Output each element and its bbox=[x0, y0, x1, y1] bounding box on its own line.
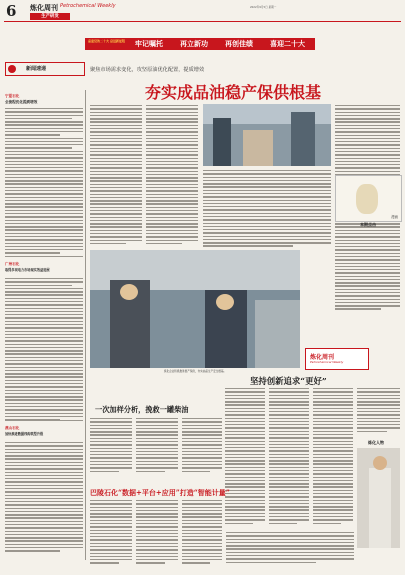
feature-col-4 bbox=[357, 388, 400, 438]
cartoon-box bbox=[335, 175, 402, 222]
news-express-icon bbox=[8, 65, 16, 73]
feature-col-3 bbox=[313, 388, 353, 528]
news-express-badge bbox=[5, 62, 85, 76]
story1-title-b: 全流程优化提质增效 bbox=[5, 100, 38, 104]
news-express-label: 新闻速递 bbox=[26, 66, 47, 72]
feature-col-2 bbox=[269, 388, 309, 528]
story2-title-b: 取得多项电力市场现实效益进展 bbox=[5, 268, 50, 272]
masthead bbox=[0, 0, 405, 22]
masthead-title: 炼化周刊 bbox=[30, 3, 58, 12]
story1-body bbox=[5, 108, 83, 256]
story2-title-a: 广州石化 bbox=[5, 262, 20, 266]
center-lower-col-2 bbox=[136, 418, 178, 478]
bottom-heading: 巴陵石化“数据+平台+应用”打造“智能计量” bbox=[90, 488, 230, 497]
slogan-3: 再创佳绩 bbox=[225, 40, 253, 48]
center-right-text bbox=[305, 222, 331, 227]
person-label: 炼化人物 bbox=[368, 440, 384, 445]
weekly-brand-en: Petrochemical Weekly bbox=[310, 360, 344, 364]
left-news-column bbox=[5, 90, 83, 560]
left-column-rule bbox=[85, 90, 86, 560]
story2-body bbox=[5, 278, 83, 422]
masthead-date: 2022年9月5日 星期一 bbox=[250, 6, 277, 9]
story1-title-a: 宁夏石化 bbox=[5, 94, 20, 98]
weekly-brand-box bbox=[305, 348, 369, 370]
bottom-col-3 bbox=[182, 500, 222, 570]
center-text-col-2 bbox=[146, 105, 198, 250]
left-divider-1 bbox=[5, 256, 83, 257]
editor-label: 本期点击 bbox=[360, 222, 376, 227]
slogan-banner bbox=[85, 38, 315, 50]
cartoon-figure bbox=[356, 184, 378, 214]
person-photo bbox=[357, 448, 400, 548]
center-lower-col-3 bbox=[182, 418, 222, 478]
weekly-brand: 炼化周刊 bbox=[310, 354, 335, 361]
story3-title-a: 燕山石化 bbox=[5, 426, 20, 430]
story3-title-b: 加快推进数据线构筑型升级 bbox=[5, 432, 44, 436]
bottom-col-4 bbox=[226, 532, 354, 570]
masthead-title-en: Petrochemical Weekly bbox=[60, 3, 116, 9]
slogan-4: 喜迎二十大 bbox=[270, 40, 305, 48]
masthead-rule bbox=[4, 21, 401, 22]
bottom-col-1 bbox=[90, 500, 132, 570]
banner-prefix: 喜迎党的二十大 奋进新征程 bbox=[88, 39, 126, 43]
top-right-photo bbox=[203, 104, 331, 166]
center-lower-col-1 bbox=[90, 418, 132, 478]
section-tag: 生产研发 bbox=[30, 13, 70, 20]
slogan-1: 牢记嘱托 bbox=[135, 40, 163, 48]
center-text-col-1 bbox=[90, 105, 142, 250]
main-photo-caption: 炼化企业积极推进稳产保供，夯实油品生产安全根基。 bbox=[163, 370, 227, 373]
story3-body bbox=[5, 442, 83, 554]
bottom-col-2 bbox=[136, 500, 178, 570]
main-headline: 夯实成品油稳产保供根基 bbox=[145, 83, 322, 102]
center-mid-text bbox=[203, 170, 331, 250]
page-number: 6 bbox=[6, 2, 17, 20]
headline-deck: 聚焦市场需求变化，攻坚原油优化配置，提质增效 bbox=[90, 67, 205, 73]
slogan-2: 再立新功 bbox=[180, 40, 208, 48]
cartoon-label: 漫画 bbox=[391, 215, 398, 219]
center-lower-heading: 一次加样分析，挽救一罐柴油 bbox=[95, 405, 189, 414]
left-divider-2 bbox=[5, 420, 83, 421]
main-photo bbox=[90, 250, 300, 368]
feature-col-1 bbox=[225, 388, 265, 528]
feature-heading: 坚持创新追求“更好” bbox=[250, 376, 327, 386]
